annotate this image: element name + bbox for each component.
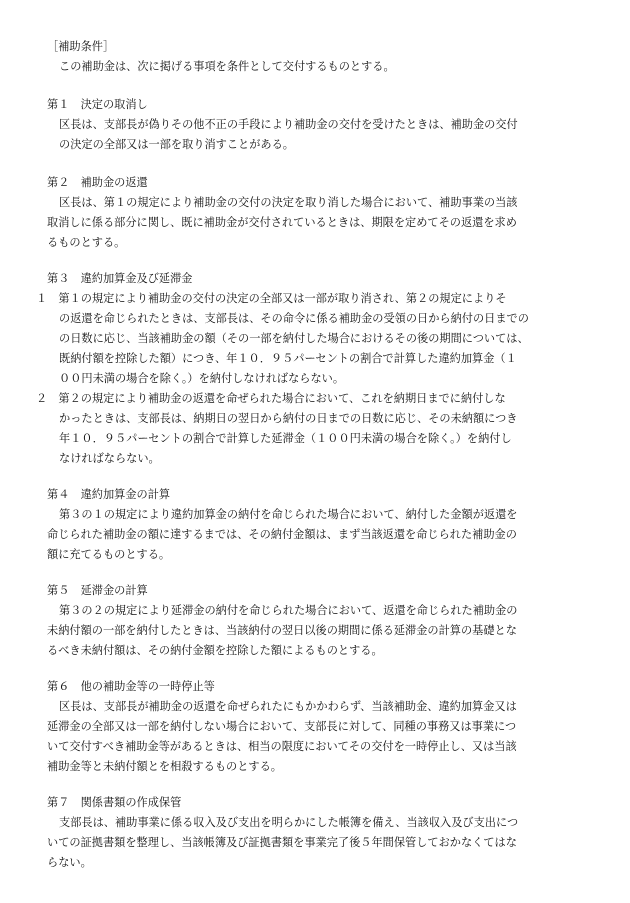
section-heading: 第２ 補助金の返還 xyxy=(47,176,148,189)
section-text-line: かったときは、支部長は、納期日の翌日から納付の日までの日数に応じ、その未納額につき xyxy=(59,412,518,425)
section-text-line: 取消しに係る部分に関し、既に補助金が交付されているときは、期限を定めてその返還を求め xyxy=(47,216,517,229)
section-text-line: 第３の１の規定により違約加算金の納付を命じられた場合において、納付した金額が返還を xyxy=(59,508,518,521)
section-text-line: の返還を命じられたときは、支部長は、その命令に係る補助金の受領の日から納付の日までの xyxy=(59,312,529,325)
section-text-line: ２ 第２の規定により補助金の返還を命ぜられた場合において、これを納期日までに納付しな xyxy=(36,392,506,405)
section-heading: 第５ 延滞金の計算 xyxy=(47,584,148,597)
section-text-line: るものとする。 xyxy=(47,236,126,249)
section-text-line: １ 第１の規定により補助金の交付の決定の全部又は一部が取り消され、第２の規定によりそ xyxy=(36,292,507,305)
section-text-line: 区長は、第１の規定により補助金の交付の決定を取り消した場合において、補助事業の当該 xyxy=(59,196,518,209)
section-text-line: の日数に応じ、当該補助金の額（その一部を納付した場合におけるその後の期間については、 xyxy=(59,332,529,345)
section-text-line: ００円未満の場合を除く。）を納付しなければならない。 xyxy=(59,372,345,385)
section-text-line: いての証拠書類を整理し、当該帳簿及び証拠書類を事業完了後５年間保管しておかなくてはな xyxy=(47,836,517,849)
section-text-line: 額に充てるものとする。 xyxy=(47,548,171,561)
section-text-line: るべき未納付額は、その納付金額を控除した額によるものとする。 xyxy=(47,644,383,657)
section-text-line: 第３の２の規定により延滞金の納付を命じられた場合において、返還を命じられた補助金の xyxy=(59,604,518,617)
section-heading: 第３ 違約加算金及び延滞金 xyxy=(47,272,193,285)
section-text-line: 延滞金の全部又は一部を納付しない場合において、支部長に対して、同種の事務又は事業につ xyxy=(47,720,517,733)
section-heading: 第６ 他の補助金等の一時停止等 xyxy=(47,680,215,693)
section-text-line: 既納付額を控除した額）につき、年１０．９５パーセントの割合で計算した違約加算金（１ xyxy=(59,352,517,365)
section-text-line: 未納付額の一部を納付したときは、当該納付の翌日以後の期間に係る延滞金の計算の基礎とな xyxy=(47,624,517,637)
section-text-line: いて交付すべき補助金等があるときは、相当の限度においてその交付を一時停止し、又は当該 xyxy=(47,740,517,753)
section-text-line: 年１０．９５パーセントの割合で計算した延滞金（１００円未満の場合を除く。）を納付し xyxy=(59,432,512,445)
section-text-line: 命じられた補助金の額に達するまでは、その納付金額は、まず当該返還を命じられた補助金の xyxy=(47,528,517,541)
intro-text: この補助金は、次に掲げる事項を条件として交付するものとする。 xyxy=(59,60,395,73)
section-text-line: 区長は、支部長が偽りその他不正の手段により補助金の交付を受けたときは、補助金の交付 xyxy=(59,118,518,131)
section-text-line: なければならない。 xyxy=(59,452,160,465)
section-text-line: らない。 xyxy=(47,856,92,869)
section-heading: 第４ 違約加算金の計算 xyxy=(47,488,171,501)
conditions-label: ［補助条件］ xyxy=(47,40,115,53)
section-text-line: 区長は、支部長が補助金の返還を命ぜられたにもかかわらず、当該補助金、違約加算金又は xyxy=(59,700,517,713)
section-text-line: の決定の全部又は一部を取り消すことがある。 xyxy=(59,138,294,151)
section-heading: 第７ 関係書類の作成保管 xyxy=(47,796,182,809)
section-text-line: 支部長は、補助事業に係る収入及び支出を明らかにした帳簿を備え、当該収入及び支出につ xyxy=(59,816,519,829)
section-heading: 第１ 決定の取消し xyxy=(47,98,148,111)
section-text-line: 補助金等と未納付額とを相殺するものとする。 xyxy=(47,760,282,773)
